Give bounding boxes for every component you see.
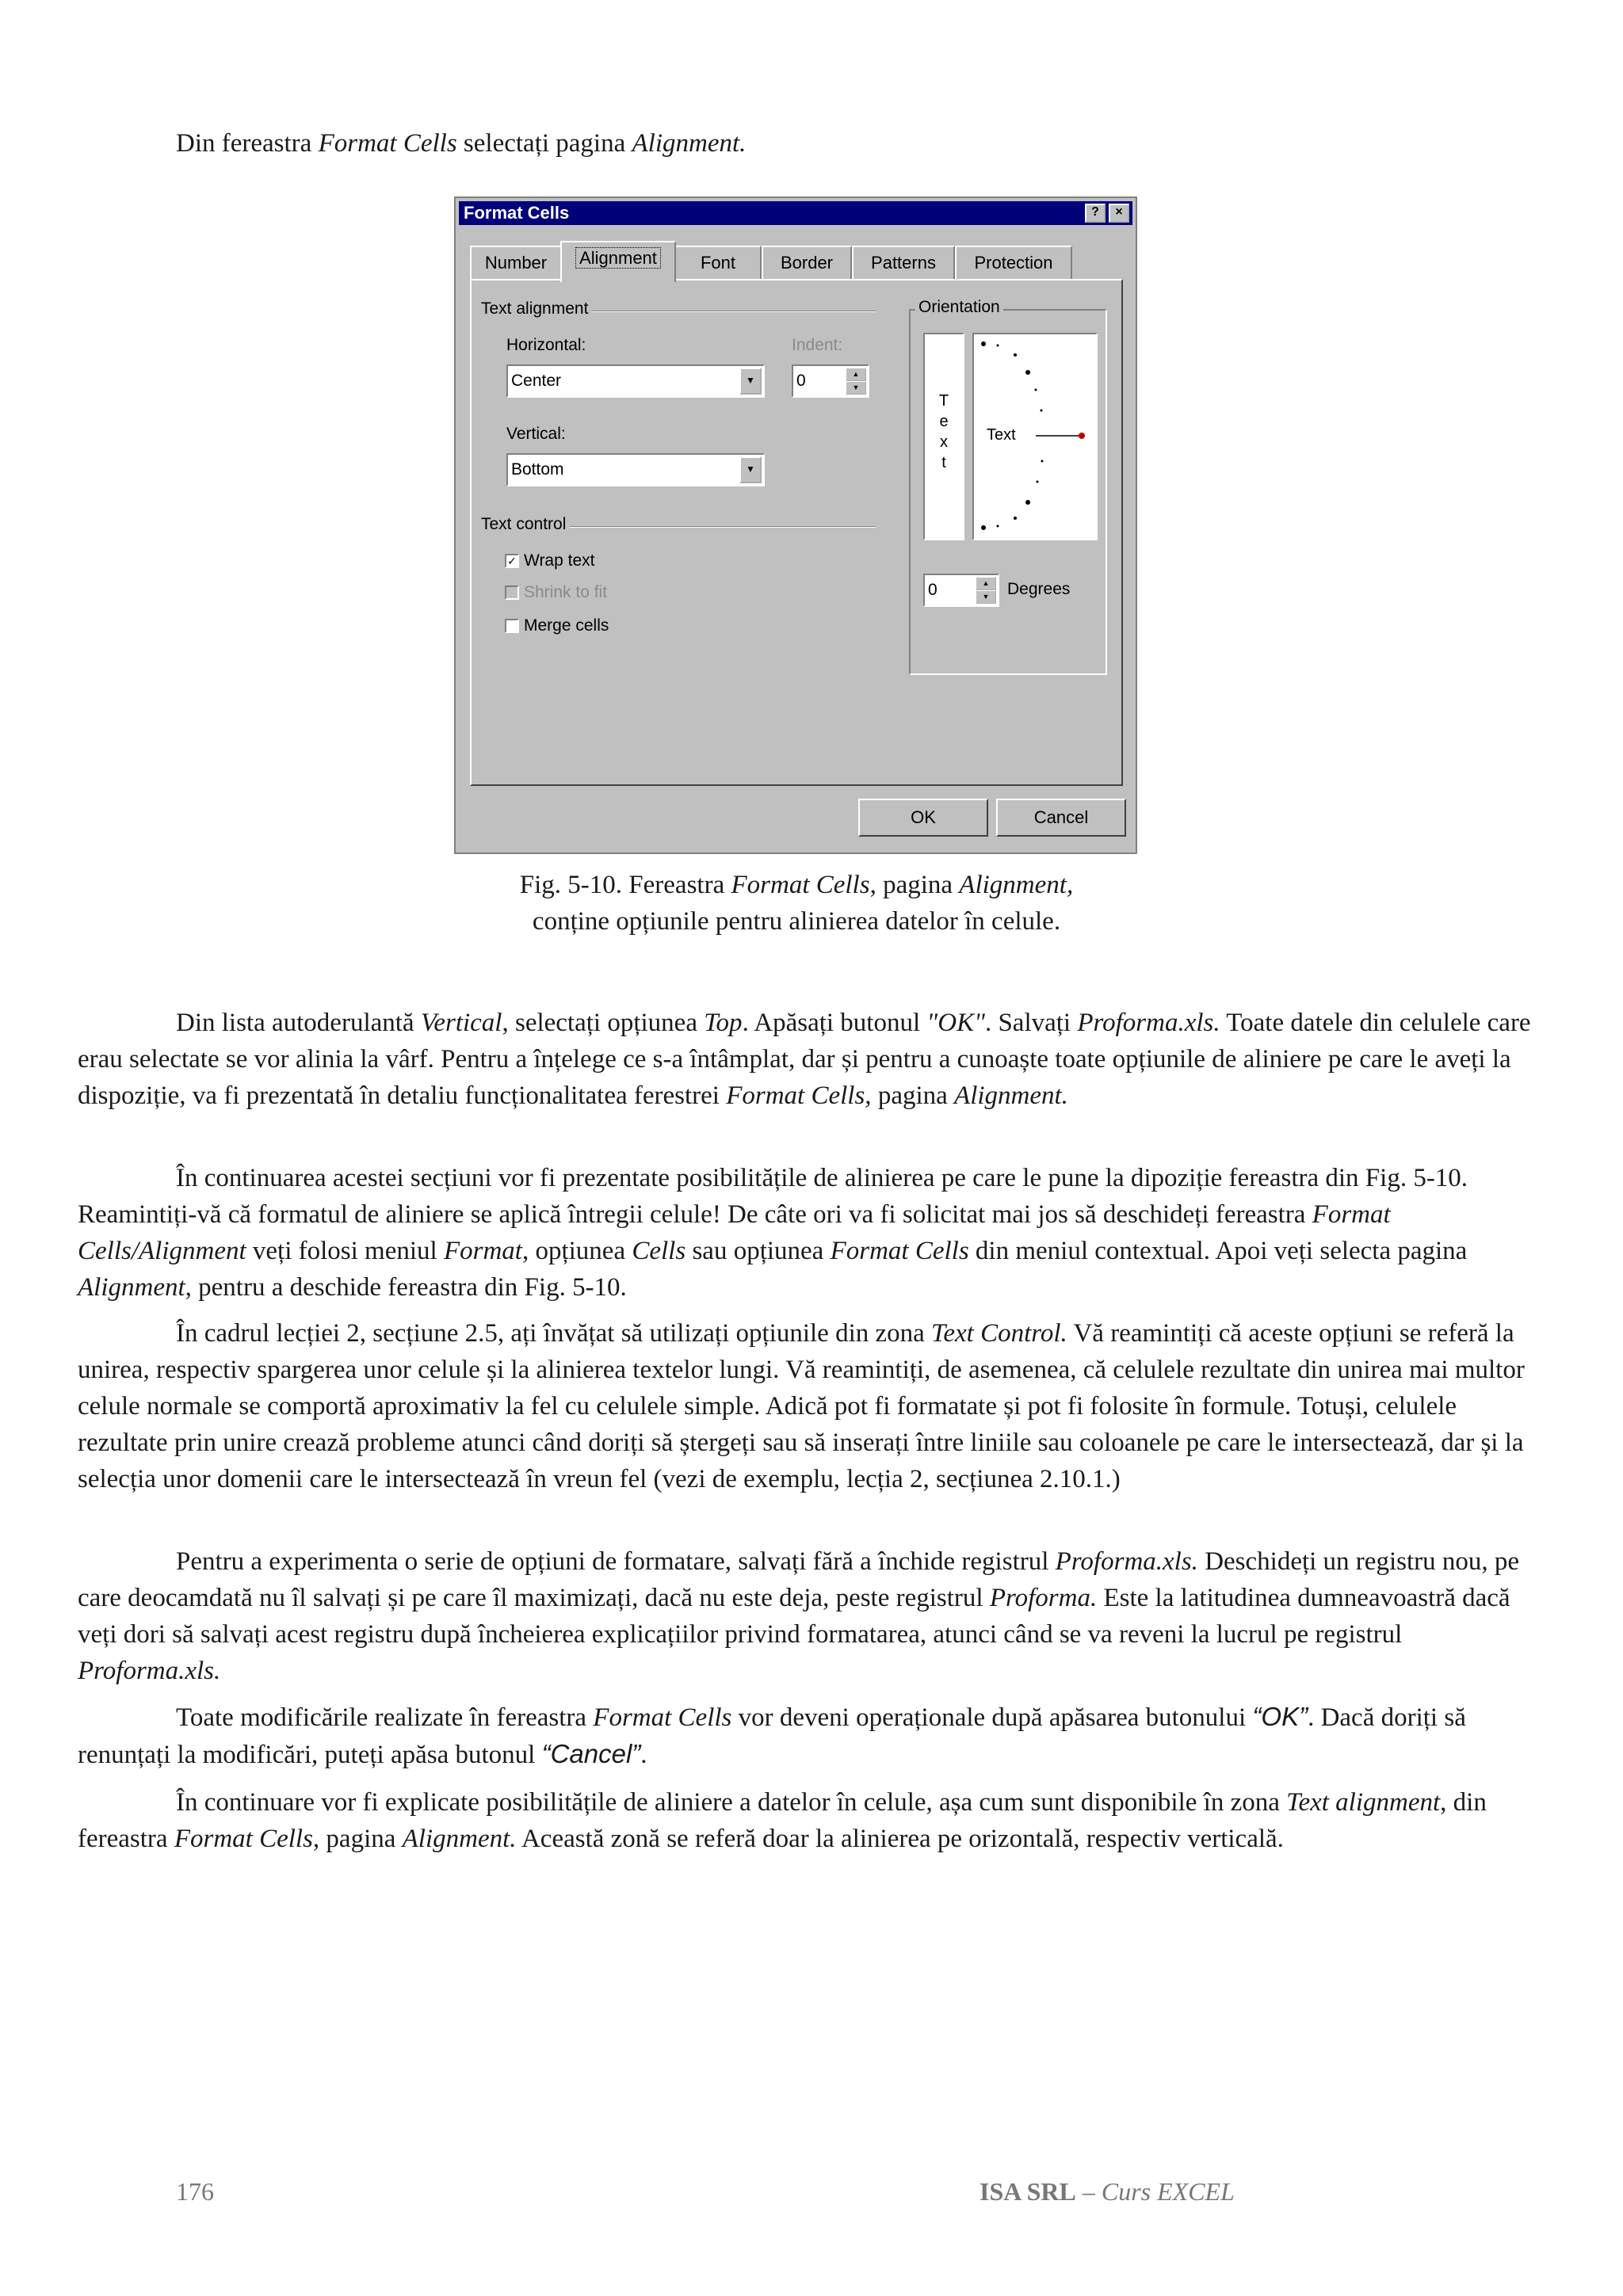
dial-dot: [1025, 500, 1030, 505]
dial-dot: [1025, 370, 1030, 375]
spin-down-icon[interactable]: ▼: [976, 590, 996, 604]
dial-dot: [1041, 460, 1044, 463]
tab-border[interactable]: Border: [762, 246, 852, 280]
format-cells-dialog: [454, 196, 1137, 854]
dial-handle[interactable]: [1079, 433, 1085, 439]
vertical-select[interactable]: [506, 453, 765, 486]
degrees-value: 0: [928, 581, 938, 599]
caption-line-2: conține opțiunile pentru alinierea datelor în celule.: [532, 907, 1061, 936]
dial-dot: [1037, 481, 1039, 483]
orientation-dial[interactable]: [972, 333, 1098, 540]
horizontal-select[interactable]: [506, 364, 765, 398]
vertical-label: Vertical:: [506, 425, 566, 443]
dial-dot: [1041, 410, 1043, 412]
vertical-letter: T: [938, 392, 949, 410]
ok-button[interactable]: OK: [858, 799, 988, 837]
tab-protection[interactable]: Protection: [955, 246, 1072, 280]
checkbox-icon[interactable]: [505, 585, 519, 600]
help-button[interactable]: ?: [1085, 204, 1106, 223]
close-button[interactable]: ×: [1109, 204, 1129, 223]
tab-patterns[interactable]: Patterns: [852, 246, 955, 280]
dialog-titlebar: [459, 201, 1132, 225]
page-number: 176: [176, 2177, 214, 2206]
orientation-text: Text: [987, 426, 1016, 444]
chevron-down-icon[interactable]: ▼: [739, 456, 762, 483]
chevron-down-icon[interactable]: ▼: [739, 368, 762, 395]
checkmark-icon[interactable]: ✓: [505, 554, 519, 568]
wrap-text-checkbox[interactable]: ✓ Wrap text: [505, 551, 594, 570]
footer-brand: ISA SRL – Curs EXCEL: [980, 2177, 1235, 2206]
dial-dot: [981, 341, 986, 346]
spin-down-icon[interactable]: ▼: [846, 381, 866, 395]
vertical-text-option[interactable]: [923, 333, 964, 540]
indent-label: Indent:: [792, 336, 843, 354]
vertical-value: Bottom: [511, 460, 564, 479]
tab-alignment[interactable]: Alignment: [560, 241, 676, 282]
vertical-letter: e: [939, 413, 949, 430]
text-control-label: Text control: [478, 515, 569, 534]
dial-dot: [1035, 389, 1037, 391]
merge-cells-checkbox[interactable]: Merge cells: [505, 616, 609, 635]
indent-value: 0: [796, 372, 806, 390]
figure-caption: [396, 867, 1197, 940]
spin-up-icon[interactable]: ▲: [846, 368, 866, 381]
tab-number[interactable]: Number: [470, 246, 562, 280]
dialog-title: Format Cells: [464, 203, 570, 223]
paragraph-2: În continuarea acestei secțiuni vor fi prezentate posibilitățile de alinierea pe care le pune la dipoziție fereastra din Fig. 5-10. Reamintiți-vă că formatul de aliniere se aplică întregii celule! De câte ori va fi solicitat mai jos să deschideți fereastra Format Cells/Alignment veți folosi meniul Format, opțiunea Cells sau opțiunea Format Cells din meniul contextual. Apoi veți selecta pagina Alignment, pentru a deschide fereastra din Fig. 5-10.: [78, 1164, 1468, 1302]
horizontal-value: Center: [511, 372, 562, 390]
dial-dot: [981, 525, 986, 530]
paragraph-5: Toate modificările realizate în fereastra Format Cells vor deveni operaționale după apăsarea butonului “OK”. Dacă doriți să renunțați la modificări, puteți apăsa butonul “Cancel”.: [78, 1702, 1466, 1769]
orientation-label: Orientation: [915, 298, 1003, 317]
dial-dot: [997, 345, 999, 347]
shrink-to-fit-checkbox[interactable]: Shrink to fit: [505, 583, 607, 602]
degrees-spinner[interactable]: [923, 574, 999, 607]
dial-dot: [1014, 353, 1017, 357]
cancel-button[interactable]: Cancel: [996, 799, 1126, 837]
intro-line: Din fereastra Format Cells selectați pagina Alignment.: [176, 129, 747, 158]
paragraph-3: În cadrul lecției 2, secțiune 2.5, ați învățat să utilizați opțiunile din zona Text Control. Vă reamintiți că aceste opțiuni se referă la unirea, respectiv spargerea unor celule și la alinierea textelor lungi. Vă reamintiți, de asemenea, că celulele rezultate din unirea mai multor celule normale se comportă aproximativ la fel cu celulele simple. Adică pot fi formatate și pot fi folosite în formule. Totuși, celulele rezultate prin unire crează probleme atunci când doriți să ștergeți sau să inserați între liniile sau coloanele pe care le intersectează, dar și la selecția unor domenii care le intersectează în vreun fel (vezi de exemplu, lecția 2, secțiunea 2.10.1.): [78, 1319, 1525, 1493]
horizontal-label: Horizontal:: [506, 336, 586, 354]
tab-font[interactable]: Font: [674, 246, 762, 280]
paragraph-6: În continuare vor fi explicate posibilitățile de aliniere a datelor în celule, așa cum sunt disponibile în zona Text alignment, din fereastra Format Cells, pagina Alignment. Această zonă se referă doar la alinierea pe orizontală, respectiv verticală.: [78, 1788, 1487, 1853]
caption-line-1: Fig. 5-10. Fereastra Format Cells, pagina Alignment,: [519, 871, 1074, 899]
dial-dot: [997, 525, 999, 528]
paragraph-4: Pentru a experimenta o serie de opțiuni de formatare, salvați fără a închide registrul Proforma.xls. Deschideți un registru nou, pe care deocamdată nu îl salvați și pe care îl maximizați, dacă nu este deja, peste registrul Proforma. Este la latitudinea dumneavoastră dacă veți dori să salvați acest registru după încheierea explicațiilor privind formatarea, atunci când se va reveni la lucrul pe registrul Proforma.xls.: [78, 1547, 1520, 1685]
checkbox-icon[interactable]: [505, 619, 519, 633]
paragraph-1: Din lista autoderulantă Vertical, selectați opțiunea Top. Apăsați butonul "OK". Salvați Proforma.xls. Toate datele din celulele care erau selectate se vor alinia la vârf. Pentru a înțelege ce s-a întâmplat, dar și pentru a cunoaște toate opțiunile de aliniere pe care le aveți la dispoziție, va fi prezentată în detaliu funcționalitatea ferestrei Format Cells, pagina Alignment.: [78, 1009, 1531, 1110]
indent-spinner[interactable]: [792, 364, 869, 398]
degrees-label: Degrees: [1007, 580, 1071, 598]
vertical-letter: t: [941, 454, 946, 471]
text-alignment-label: Text alignment: [478, 299, 591, 318]
spin-up-icon[interactable]: ▲: [976, 577, 996, 590]
vertical-letter: x: [940, 433, 948, 451]
dial-dot: [1014, 517, 1017, 520]
